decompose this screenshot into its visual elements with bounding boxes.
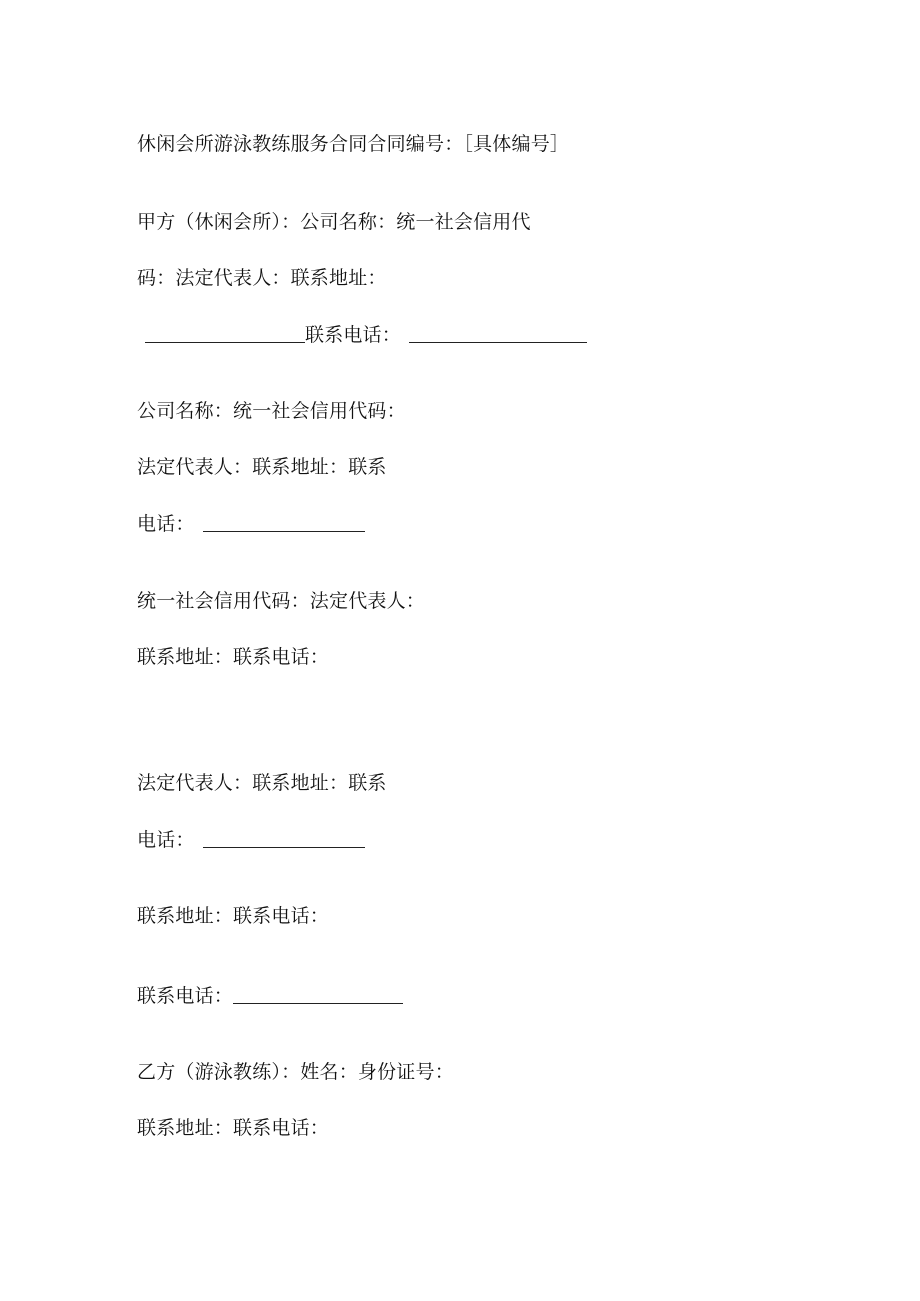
section-4-line-4 xyxy=(137,983,403,1008)
phone-label: 联系电话： xyxy=(137,985,234,1007)
section-2-line-2-text: 法定代表人：联系地址：联系 xyxy=(137,456,387,478)
phone-label: 电话： xyxy=(137,829,195,851)
party-b-line-2-text: 联系地址：联系电话： xyxy=(137,1117,330,1139)
phone-blank xyxy=(233,985,403,1004)
address-blank xyxy=(145,324,305,343)
party-b-line-1-text: 乙方（游泳教练）：姓名：身份证号： xyxy=(137,1061,454,1083)
party-a-line-2 xyxy=(137,266,387,290)
party-b-line-1 xyxy=(137,1060,454,1084)
party-a-line-1 xyxy=(137,210,531,234)
section-2-line-1-text: 公司名称：统一社会信用代码： xyxy=(137,400,406,422)
section-4-line-1 xyxy=(137,771,387,795)
party-a-line-1-text: 甲方（休闲会所）：公司名称：统一社会信用代 xyxy=(137,211,531,233)
section-3-line-1-text: 统一社会信用代码：法定代表人： xyxy=(137,590,426,612)
party-a-line-2-text: 码：法定代表人：联系地址： xyxy=(137,267,387,289)
phone-blank xyxy=(409,324,587,343)
phone-label: 联系电话： xyxy=(305,324,402,346)
section-3-line-2 xyxy=(137,645,329,669)
contract-title-text: 休闲会所游泳教练服务合同合同编号：［具体编号］ xyxy=(137,133,570,155)
contract-title xyxy=(137,132,569,156)
phone-label: 电话： xyxy=(137,513,195,535)
section-4-line-3 xyxy=(137,904,329,928)
party-a-line-3 xyxy=(145,322,587,347)
section-2-line-2 xyxy=(137,455,387,479)
section-2-line-3 xyxy=(137,511,365,536)
section-2-line-1 xyxy=(137,399,406,423)
party-b-line-2 xyxy=(137,1116,329,1140)
section-4-line-3-text: 联系地址：联系电话： xyxy=(137,905,330,927)
section-3-line-1 xyxy=(137,589,425,613)
section-4-line-1-text: 法定代表人：联系地址：联系 xyxy=(137,772,387,794)
phone-blank xyxy=(203,513,365,532)
section-3-line-2-text: 联系地址：联系电话： xyxy=(137,646,330,668)
phone-blank xyxy=(203,829,365,848)
section-4-line-2 xyxy=(137,827,365,852)
